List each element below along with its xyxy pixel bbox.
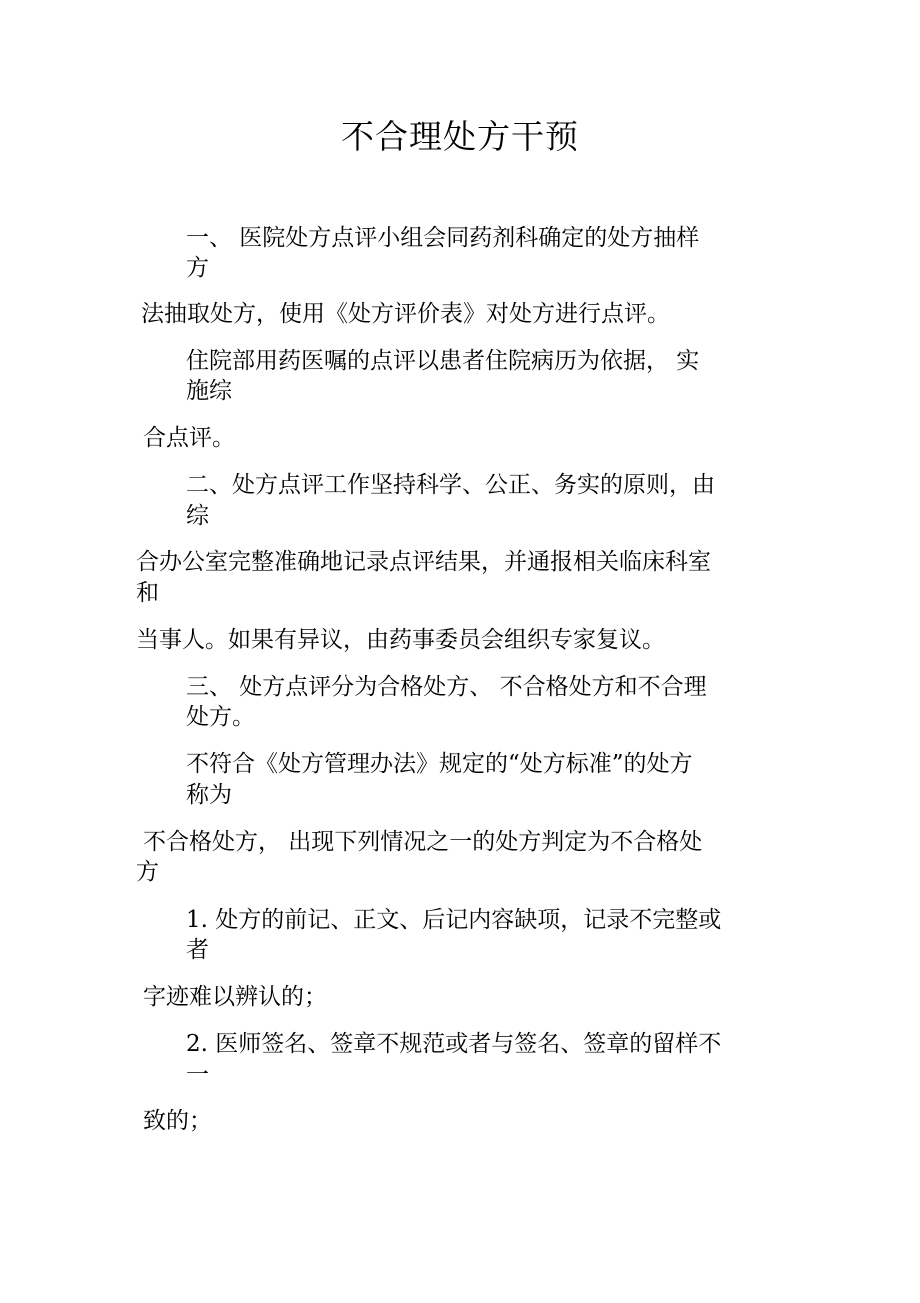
document-title: 不合理处方干预 <box>341 117 579 156</box>
paragraph-line: 合办公室完整准确地记录点评结果，并通报相关临床科室 <box>136 549 711 575</box>
paragraph-line: 处方。 <box>186 704 255 730</box>
paragraph-line: 法抽取处方，使用《处方评价表》对处方进行点评。 <box>141 301 670 327</box>
paragraph-line: 2. 医师签名、签章不规范或者与签名、签章的留样不 <box>186 1031 722 1057</box>
paragraph-line: 字迹难以辨认的； <box>143 984 327 1010</box>
paragraph-line: 和 <box>136 580 159 606</box>
paragraph-line: 方 <box>186 255 209 281</box>
paragraph-line: 三、 处方点评分为合格处方、 不合格处方和不合理 <box>186 674 707 700</box>
paragraph-line: 致的； <box>143 1108 212 1134</box>
paragraph-line: 不合格处方， 出现下列情况之一的处方判定为不合格处 <box>143 829 703 855</box>
paragraph-line: 综 <box>186 503 209 529</box>
paragraph-line: 称为 <box>186 782 232 808</box>
paragraph-line: 施综 <box>186 378 232 404</box>
paragraph-line: 者 <box>186 937 209 963</box>
paragraph-line: 1. 处方的前记、正文、后记内容缺项，记录不完整或 <box>186 907 722 933</box>
paragraph-line: 方 <box>136 859 159 885</box>
paragraph-line: 不符合《处方管理办法》规定的“处方标准”的处方 <box>186 751 693 777</box>
paragraph-line: 一、 医院处方点评小组会同药剂科确定的处方抽样 <box>186 225 700 251</box>
paragraph-line: 当事人。如果有异议，由药事委员会组织专家复议。 <box>136 627 665 653</box>
paragraph-line: 住院部用药医嘱的点评以患者住院病历为依据， 实 <box>186 348 700 374</box>
paragraph-line: 合点评。 <box>143 425 235 451</box>
paragraph-line: 一 <box>186 1062 209 1088</box>
paragraph-line: 二、处方点评工作坚持科学、公正、务实的原则，由 <box>186 472 715 498</box>
